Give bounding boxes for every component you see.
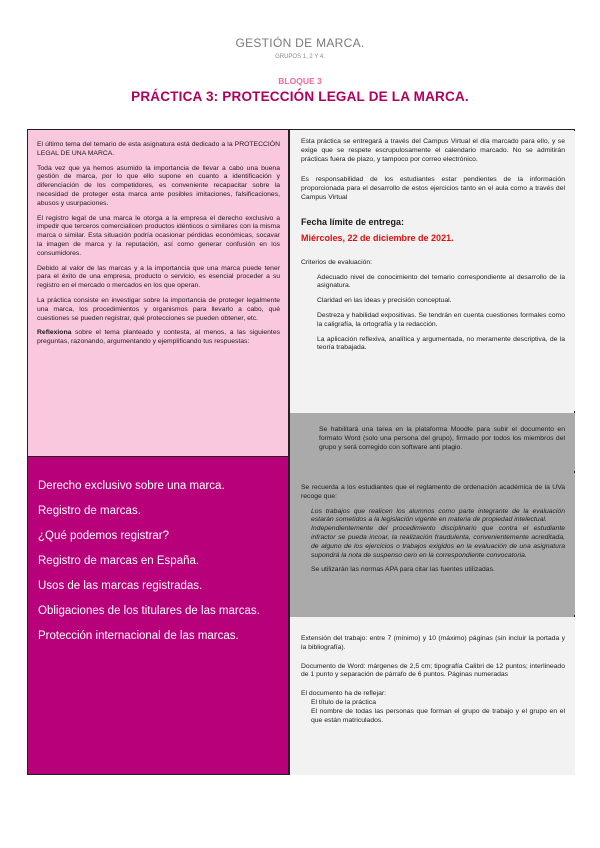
topics-cell [27, 457, 289, 775]
reflect-bold: Reflexiona [37, 329, 72, 337]
topic-item: Usos de las marcas registradas. [38, 580, 203, 592]
topic-item: Registro de marcas en España. [38, 555, 200, 567]
practice-title: PRÁCTICA 3: PROTECCIÓN LEGAL DE LA MARCA. [131, 89, 469, 104]
delivery-paragraph-2: Es responsabilidad de los estudiantes estar pendientes de la información proporcionada para el desarrollo de estos ejercicios tanto en el aula como a través del Campus Virtual [301, 176, 565, 201]
corner-tick [574, 129, 575, 131]
corner-tick [574, 411, 575, 413]
rules-quote-2: Independientemente del procedimiento disciplinario que contra el estudiante infractor se pueda incoar, la realización fraudulenta, convenientemente acreditada, de alguno de los ejercicios o trabajos exigidos en la evaluación de una asignatura supondrá la nota de suspenso cero en la correspondiente convocatoria. [311, 525, 565, 559]
topic-item: Registro de marcas. [38, 505, 141, 517]
practice-table [27, 129, 575, 775]
moodle-cell [289, 413, 575, 473]
deadline-label: Fecha límite de entrega: [301, 216, 405, 227]
rules-cell [289, 473, 575, 617]
delivery-paragraph-1: Esta práctica se entregará a través del Campus Virtual el día marcado para ello, y se exige que se respete escrupulosamente el calendario marcado. No se admitirán prácticas fuera de plazo, y tampoco por correo electrónico. [301, 138, 565, 163]
reflect-item: El nombre de todas las personas que forman el grupo de trabajo y el grupo en el que están matriculados. [311, 707, 565, 724]
extension-text: Extensión del trabajo: entre 7 (mínimo) y 10 (máximo) páginas (sin incluir la portada y la bibliografía). [301, 635, 565, 651]
criteria-item: Claridad en las ideas y precisión conceptual. [317, 297, 452, 305]
groups-label: GRUPOS 1, 2 Y 4. [275, 54, 325, 60]
page-header [0, 36, 600, 104]
format-cell [289, 617, 575, 775]
document-format-text: Documento de Word: márgenes de 2,5 cm; tipografía Calibri de 12 puntos; interlineado de 1 punto y separación de párrafo de 6 puntos. Páginas numeradas [301, 662, 565, 679]
course-title: GESTIÓN DE MARCA. [235, 36, 365, 50]
reflect-rest: sobre el tema planteado y contesta, al menos, a las siguientes preguntas, razonando, argumentando y ejemplificando tus respuestas: [37, 329, 280, 346]
deadline-date: Miércoles, 22 de diciembre de 2021. [301, 232, 454, 243]
reflect-label: El documento ha de reflejar: [301, 690, 387, 698]
intro-paragraph-6 [37, 329, 280, 347]
criteria-label: Criterios de evaluación: [301, 258, 373, 266]
corner-tick [574, 471, 575, 473]
corner-tick [574, 615, 575, 617]
block-label: BLOQUE 3 [278, 76, 322, 86]
intro-paragraph-5: La práctica consiste en investigar sobre la importancia de proteger legalmente una marca, los procedimientos y organismos para llevarlo a cabo, qué cuestiones se pueden registrar, qué protecciones se pueden obtener, etc. [37, 296, 280, 322]
intro-paragraph-3: El registro legal de una marca le otorga a la empresa el derecho exclusivo a impedir que terceros comercialicen productos idénticos o similares con la misma marca o similar. Esta situación podría ocasionar pérdidas económicas, socavar la imagen de marca y la reputación, así como generar confusión en los consumidores. [37, 214, 280, 257]
topic-item: Derecho exclusivo sobre una marca. [38, 480, 225, 492]
criteria-item: Destreza y habilidad expositivas. Se tendrán en cuenta cuestiones formales como la caligrafía, la ortografía y la redacción. [317, 311, 565, 328]
intro-paragraph-2: Toda vez que ya hemos asumido la importancia de llevar a cabo una buena gestión de marca, por lo que ello supone en cuanto a identificación y diferenciación de los competidores, es conveniente recapacitar sobre la necesidad de proteger esta marca ante posibles imitaciones, falsificaciones, abusos y usurpaciones. [37, 164, 280, 207]
intro-paragraph-4: Debido al valor de las marcas y a la importancia que una marca puede tener para el éxito de una empresa, producto o servicio, es esencial proceder a su registro en el mercado o mercados en los que operan. [37, 264, 280, 290]
topic-item: Protección internacional de las marcas. [38, 630, 239, 642]
intro-cell [27, 129, 289, 457]
rules-intro: Se recuerda a los estudiantes que el reglamento de ordenación académica de la UVa recoge que: [301, 484, 565, 500]
column-divider [289, 129, 290, 775]
topic-item: ¿Qué podemos registrar? [38, 530, 170, 542]
delivery-cell [289, 129, 575, 413]
criteria-item: Adecuado nivel de conocimiento del temario correspondiente al desarrollo de la asignatura. [317, 273, 565, 290]
moodle-text: Se habilitará una tarea en la plataforma Moodle para subir el documento en formato Word (solo una persona del grupo), firmado por todos los miembros del grupo y será corregido con software anti plagio. [319, 426, 565, 451]
criteria-item: La aplicación reflexiva, analítica y argumentada, no meramente descriptiva, de la teoría trabajada. [317, 335, 565, 352]
topic-item: Obligaciones de los titulares de las marcas. [38, 605, 260, 617]
reflect-item: El título de la práctica [311, 698, 376, 706]
apa-note: Se utilizarán las normas APA para citar las fuentes utilizadas. [311, 566, 495, 574]
rules-quote-1: Los trabajos que realicen los alumnos como parte integrante de la evaluación estarán sometidos a la legislación vigente en materia de propiedad intelectual. [311, 507, 565, 524]
intro-paragraph-1: El último tema del temario de esta asignatura está dedicado a la PROTECCIÓN LEGAL DE UNA MARCA. [37, 141, 280, 157]
